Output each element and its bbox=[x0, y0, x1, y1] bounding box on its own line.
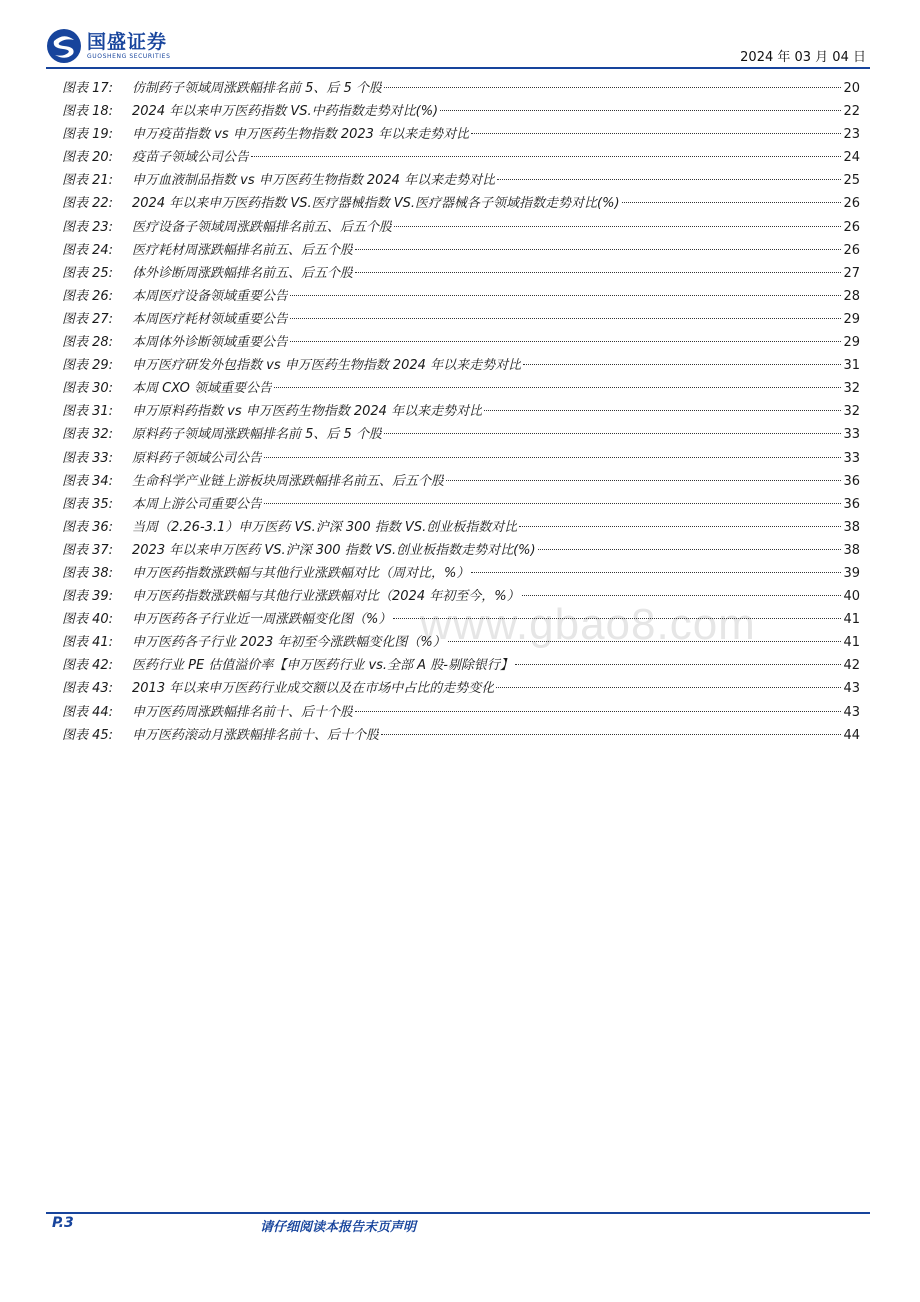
toc-entry-page: 29 bbox=[843, 311, 860, 327]
toc-entry[interactable] bbox=[62, 262, 860, 285]
toc-entry-label: 图表 32: bbox=[62, 427, 114, 443]
toc-entry-title: 仿制药子领域周涨跌幅排名前 5、后 5 个股 bbox=[132, 81, 382, 96]
toc-dot-leader bbox=[622, 202, 842, 203]
toc-entry-title: 生命科学产业链上游板块周涨跌幅排名前五、后五个股 bbox=[132, 473, 445, 489]
toc-dot-leader bbox=[355, 272, 841, 273]
toc-entry-title: 原料药子领域周涨跌幅排名前 5、后 5 个股 bbox=[132, 427, 382, 443]
toc-entry-label: 图表 40: bbox=[62, 612, 114, 628]
toc-entry[interactable] bbox=[62, 608, 860, 631]
toc-entry-title: 申万血液制品指数 vs 申万医药生物指数 2024 年以来走势对比 bbox=[132, 173, 496, 189]
page-header bbox=[46, 26, 870, 68]
toc-entry[interactable] bbox=[62, 77, 860, 100]
toc-entry-label: 图表 34: bbox=[62, 473, 114, 489]
toc-entry-title: 申万医药指数涨跌幅与其他行业涨跌幅对比（2024 年初至今，%） bbox=[132, 589, 520, 605]
toc-entry[interactable] bbox=[62, 677, 860, 700]
toc-entry[interactable] bbox=[62, 100, 860, 123]
toc-entry-page: 36 bbox=[843, 473, 860, 489]
toc-dot-leader bbox=[290, 318, 841, 319]
toc-dot-leader bbox=[394, 226, 841, 227]
toc-entry-title: 本周医疗设备领域重要公告 bbox=[132, 288, 289, 304]
toc-entry-label: 图表 39: bbox=[62, 589, 114, 605]
watermark: www.gbao8.com bbox=[420, 600, 756, 649]
toc-entry-title: 医疗设备子领域周涨跌幅排名前五、后五个股 bbox=[132, 219, 393, 235]
toc-dot-leader bbox=[264, 503, 841, 504]
toc-entry-page: 22 bbox=[843, 104, 860, 120]
toc-entry-label: 图表 45: bbox=[62, 727, 114, 743]
header-divider bbox=[46, 67, 870, 69]
toc-dot-leader bbox=[440, 110, 841, 111]
toc-entry-page: 42 bbox=[843, 658, 860, 674]
toc-entry-title: 申万医药滚动月涨跌幅排名前十、后十个股 bbox=[132, 727, 380, 743]
toc-entry[interactable] bbox=[62, 631, 860, 654]
page-number: P.3 bbox=[52, 1215, 74, 1231]
toc-entry-page: 20 bbox=[843, 81, 860, 96]
toc-entry-title: 本周医疗耗材领域重要公告 bbox=[132, 311, 289, 327]
toc-entry[interactable] bbox=[62, 447, 860, 470]
toc-entry-title: 原料药子领域公司公告 bbox=[132, 450, 263, 466]
toc-entry-page: 39 bbox=[843, 565, 860, 581]
toc-entry-label: 图表 23: bbox=[62, 219, 114, 235]
toc-entry-page: 32 bbox=[843, 404, 860, 420]
report-date: 2024 年 03 月 04 日 bbox=[740, 50, 866, 65]
toc-entry-label: 图表 26: bbox=[62, 288, 114, 304]
toc-dot-leader bbox=[497, 179, 841, 180]
toc-entry-label: 图表 20: bbox=[62, 150, 114, 166]
toc-dot-leader bbox=[496, 687, 841, 688]
toc-entry[interactable] bbox=[62, 308, 860, 331]
toc-entry[interactable] bbox=[62, 724, 860, 747]
toc-dot-leader bbox=[355, 249, 841, 250]
toc-dot-leader bbox=[384, 87, 842, 88]
toc-entry[interactable] bbox=[62, 192, 860, 215]
toc-dot-leader bbox=[471, 572, 841, 573]
toc-entry-page: 33 bbox=[843, 427, 860, 443]
toc-entry-page: 26 bbox=[843, 219, 860, 235]
toc-entry[interactable] bbox=[62, 216, 860, 239]
toc-entry-title: 申万原料药指数 vs 申万医药生物指数 2024 年以来走势对比 bbox=[132, 404, 483, 420]
toc-dot-leader bbox=[522, 595, 842, 596]
toc-dot-leader bbox=[355, 711, 841, 712]
toc-entry-title: 医疗耗材周涨跌幅排名前五、后五个股 bbox=[132, 242, 354, 258]
toc-entry-title: 申万医药各子行业近一周涨跌幅变化图（%） bbox=[132, 612, 392, 628]
toc-entry-label: 图表 44: bbox=[62, 704, 114, 720]
toc-entry-title: 本周上游公司重要公告 bbox=[132, 496, 263, 512]
toc-dot-leader bbox=[274, 387, 841, 388]
toc-entry-page: 26 bbox=[843, 242, 860, 258]
toc-entry-title: 当周（2.26-3.1）申万医药 VS.沪深 300 指数 VS.创业板指数对比 bbox=[132, 519, 518, 535]
toc-entry-title: 2024 年以来申万医药指数 VS.医疗器械指数 VS.医疗器械各子领域指数走势对比(%) bbox=[132, 196, 620, 212]
logo-english-name: GUOSHENG SECURITIES bbox=[87, 53, 171, 60]
toc-entry-title: 申万医药各子行业 2023 年初至今涨跌幅变化图（%） bbox=[132, 635, 446, 651]
toc-dot-leader bbox=[290, 341, 841, 342]
toc-entry[interactable] bbox=[62, 377, 860, 400]
toc-entry-page: 31 bbox=[843, 358, 860, 374]
toc-entry[interactable] bbox=[62, 654, 860, 677]
toc-entry-title: 医药行业 PE 估值溢价率【申万医药行业 vs.全部 A 股-剔除银行】 bbox=[132, 658, 513, 674]
toc-entry-title: 申万医药指数涨跌幅与其他行业涨跌幅对比（周对比，%） bbox=[132, 565, 470, 581]
toc-entry-page: 27 bbox=[843, 265, 860, 281]
toc-entry-title: 2024 年以来申万医药指数 VS.中药指数走势对比(%) bbox=[132, 104, 439, 120]
toc-entry-page: 25 bbox=[843, 173, 860, 189]
toc-entry-label: 图表 42: bbox=[62, 658, 114, 674]
toc-dot-leader bbox=[448, 641, 842, 642]
logo-chinese-name: 国盛证券 bbox=[87, 31, 168, 53]
toc-entry-label: 图表 22: bbox=[62, 196, 114, 212]
toc-entry-label: 图表 38: bbox=[62, 565, 114, 581]
toc-entry[interactable] bbox=[62, 123, 860, 146]
toc-dot-leader bbox=[381, 734, 841, 735]
toc-entry[interactable] bbox=[62, 562, 860, 585]
toc-entry[interactable] bbox=[62, 169, 860, 192]
toc-entry-label: 图表 43: bbox=[62, 681, 114, 697]
toc-entry[interactable] bbox=[62, 354, 860, 377]
toc-dot-leader bbox=[446, 480, 841, 481]
toc-dot-leader bbox=[471, 133, 841, 134]
toc-dot-leader bbox=[519, 526, 841, 527]
toc-entry-page: 24 bbox=[843, 150, 860, 166]
toc-dot-leader bbox=[523, 364, 841, 365]
toc-entry[interactable] bbox=[62, 585, 860, 608]
toc-entry-title: 申万医疗研发外包指数 vs 申万医药生物指数 2024 年以来走势对比 bbox=[132, 358, 522, 374]
toc-entry-label: 图表 21: bbox=[62, 173, 114, 189]
toc-entry-page: 29 bbox=[843, 335, 860, 351]
toc-entry[interactable] bbox=[62, 285, 860, 308]
company-logo bbox=[46, 28, 170, 64]
toc-entry-title: 2013 年以来申万医药行业成交额以及在市场中占比的走势变化 bbox=[132, 681, 495, 697]
toc-entry-title: 申万医药周涨跌幅排名前十、后十个股 bbox=[132, 704, 354, 720]
toc-entry-page: 33 bbox=[843, 450, 860, 466]
toc-entry-page: 43 bbox=[843, 704, 860, 720]
toc-entry-label: 图表 30: bbox=[62, 381, 114, 397]
toc-entry-title: 疫苗子领域公司公告 bbox=[132, 150, 250, 166]
toc-entry[interactable] bbox=[62, 701, 860, 724]
toc-dot-leader bbox=[393, 618, 841, 619]
toc-entry-title: 本周体外诊断领域重要公告 bbox=[132, 335, 289, 351]
toc-entry-page: 41 bbox=[843, 612, 860, 628]
toc-entry-page: 40 bbox=[843, 589, 860, 605]
disclaimer-note: 请仔细阅读本报告末页声明 bbox=[260, 1220, 417, 1235]
toc-entry[interactable] bbox=[62, 493, 860, 516]
toc-entry-page: 43 bbox=[843, 681, 860, 697]
toc-entry-label: 图表 28: bbox=[62, 335, 114, 351]
toc-entry-label: 图表 24: bbox=[62, 242, 114, 258]
toc-entry-label: 图表 31: bbox=[62, 404, 114, 420]
toc-entry-label: 图表 29: bbox=[62, 358, 114, 374]
toc-dot-leader bbox=[251, 156, 841, 157]
toc-entry-page: 41 bbox=[843, 635, 860, 651]
toc-entry[interactable] bbox=[62, 146, 860, 169]
toc-entry-label: 图表 18: bbox=[62, 104, 114, 120]
toc-entry-label: 图表 25: bbox=[62, 265, 114, 281]
toc-entry[interactable] bbox=[62, 239, 860, 262]
toc-entry-title: 本周 CXO 领域重要公告 bbox=[132, 381, 273, 397]
toc-dot-leader bbox=[290, 295, 841, 296]
guosheng-logo-icon bbox=[46, 28, 82, 64]
toc-entry-page: 32 bbox=[843, 381, 860, 397]
toc-entry-title: 申万疫苗指数 vs 申万医药生物指数 2023 年以来走势对比 bbox=[132, 127, 470, 143]
toc-dot-leader bbox=[384, 433, 842, 434]
table-of-figures bbox=[62, 77, 860, 747]
toc-entry-label: 图表 19: bbox=[62, 127, 114, 143]
toc-entry-label: 图表 35: bbox=[62, 496, 114, 512]
toc-entry-page: 26 bbox=[843, 196, 860, 212]
toc-entry[interactable] bbox=[62, 470, 860, 493]
toc-entry-page: 38 bbox=[843, 519, 860, 535]
toc-entry-page: 44 bbox=[843, 727, 860, 743]
toc-entry[interactable] bbox=[62, 400, 860, 423]
toc-dot-leader bbox=[515, 664, 842, 665]
toc-entry-page: 36 bbox=[843, 496, 860, 512]
toc-entry-title: 2023 年以来申万医药 VS.沪深 300 指数 VS.创业板指数走势对比(%) bbox=[132, 542, 536, 558]
toc-entry-label: 图表 36: bbox=[62, 519, 114, 535]
footer-divider bbox=[46, 1212, 870, 1214]
toc-entry-page: 23 bbox=[843, 127, 860, 143]
toc-entry[interactable] bbox=[62, 516, 860, 539]
toc-entry-label: 图表 33: bbox=[62, 450, 114, 466]
toc-entry[interactable] bbox=[62, 331, 860, 354]
toc-entry-label: 图表 17: bbox=[62, 81, 114, 96]
toc-entry-page: 28 bbox=[843, 288, 860, 304]
toc-entry-label: 图表 27: bbox=[62, 311, 114, 327]
toc-dot-leader bbox=[484, 410, 841, 411]
toc-dot-leader bbox=[264, 457, 841, 458]
toc-entry-title: 体外诊断周涨跌幅排名前五、后五个股 bbox=[132, 265, 354, 281]
toc-entry-label: 图表 41: bbox=[62, 635, 114, 651]
toc-dot-leader bbox=[538, 549, 842, 550]
toc-entry-page: 38 bbox=[843, 542, 860, 558]
toc-entry[interactable] bbox=[62, 423, 860, 446]
toc-entry[interactable] bbox=[62, 539, 860, 562]
toc-entry-label: 图表 37: bbox=[62, 542, 114, 558]
